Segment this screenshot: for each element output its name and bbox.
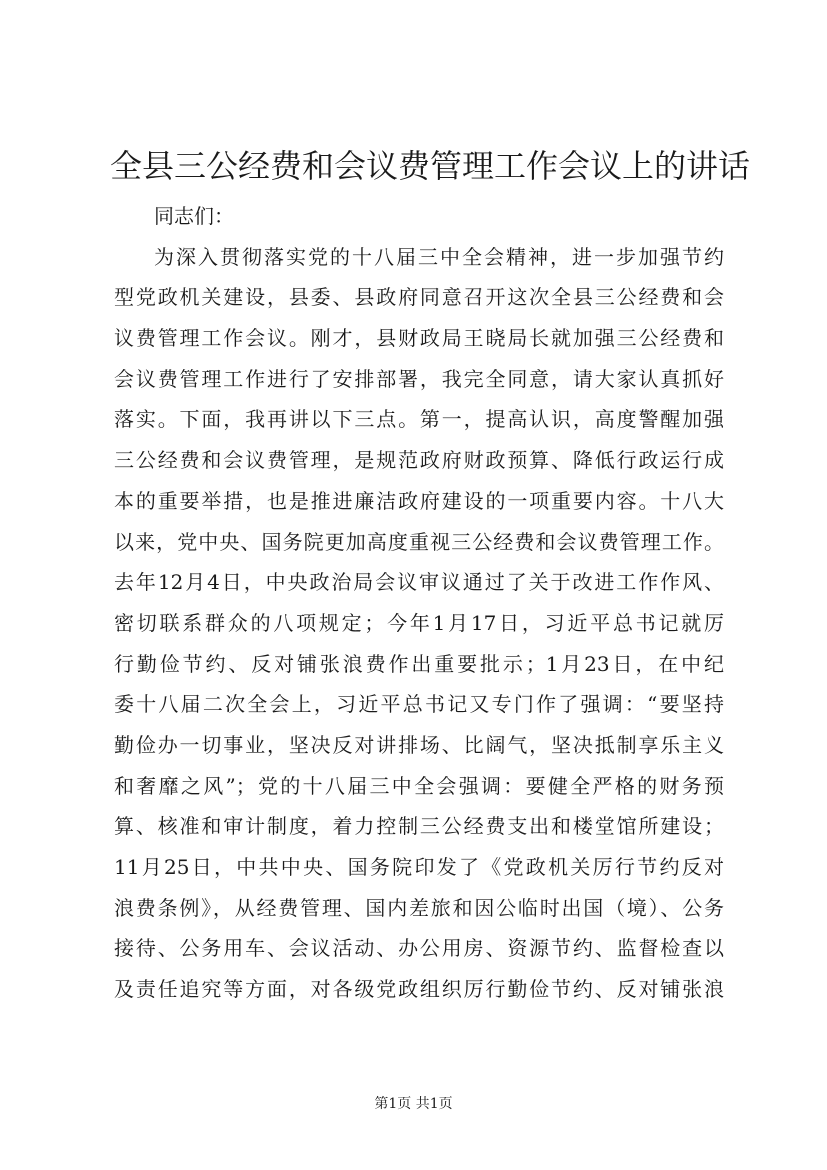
body-line: 去年12月4日，中央政治局会议审议通过了关于改进工作作风、	[114, 570, 724, 595]
page-footer: 第1页 共1页	[374, 1096, 453, 1112]
body-line: 落实。下面，我再讲以下三点。第一，提高认识，高度警醒加强	[114, 407, 724, 432]
body-line: 及责任追究等方面，对各级党政组织厉行勤俭节约、反对铺张浪	[114, 977, 724, 1002]
body-line: 算、核准和审计制度，着力控制三公经费支出和楼堂馆所建设；	[114, 814, 724, 839]
document-title: 全县三公经费和会议费管理工作会议上的讲话	[110, 147, 751, 185]
body-line: 为深入贯彻落实党的十八届三中全会精神，进一步加强节约	[154, 244, 724, 269]
body-line: 和奢靡之风”；党的十八届三中全会强调：要健全严格的财务预	[114, 773, 724, 798]
body-line: 以来，党中央、国务院更加高度重视三公经费和会议费管理工作。	[114, 529, 724, 554]
body-line: 浪费条例》，从经费管理、国内差旅和因公临时出国（境）、公务	[114, 895, 724, 920]
body-line: 议费管理工作会议。刚才，县财政局王晓局长就加强三公经费和	[114, 326, 724, 351]
body-line: 会议费管理工作进行了安排部署，我完全同意，请大家认真抓好	[114, 366, 724, 391]
body-line: 型党政机关建设，县委、县政府同意召开这次全县三公经费和会	[114, 285, 724, 310]
body-line: 行勤俭节约、反对铺张浪费作出重要批示；1月23日，在中纪	[114, 651, 724, 676]
salutation: 同志们：	[154, 204, 234, 228]
document-body	[114, 196, 724, 1010]
body-line: 本的重要举措，也是推进廉洁政府建设的一项重要内容。十八大	[114, 488, 724, 513]
body-line: 11月25日，中共中央、国务院印发了《党政机关厉行节约反对	[114, 855, 724, 879]
body-line: 三公经费和会议费管理，是规范政府财政预算、降低行政运行成	[114, 448, 724, 473]
body-line: 勤俭办一切事业，坚决反对讲排场、比阔气，坚决抵制享乐主义	[114, 732, 724, 757]
body-line: 委十八届二次全会上，习近平总书记又专门作了强调：“要坚持	[114, 692, 724, 717]
body-line: 接待、公务用车、会议活动、办公用房、资源节约、监督检查以	[114, 936, 724, 961]
body-line: 密切联系群众的八项规定；今年1月17日，习近平总书记就厉	[114, 610, 724, 635]
